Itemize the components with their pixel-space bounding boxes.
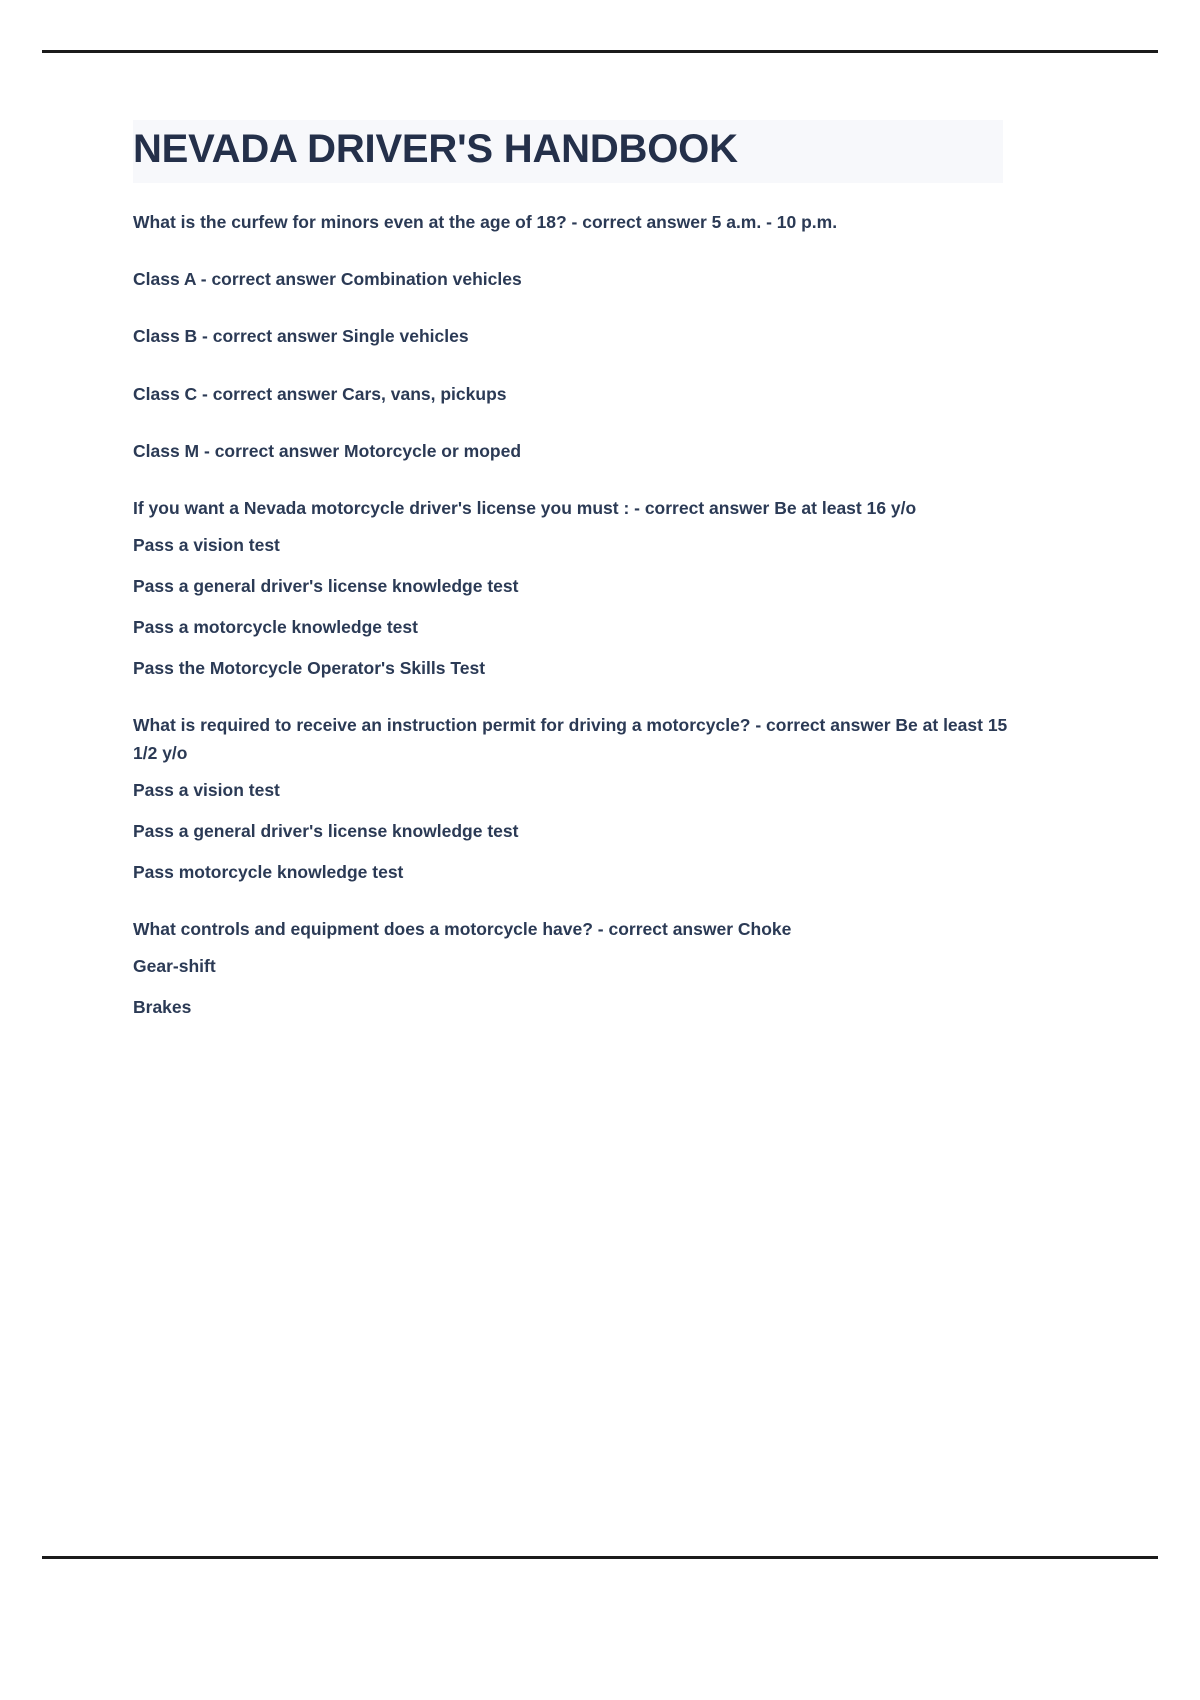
qa-question-answer: If you want a Nevada motorcycle driver's license you must : - correct answer Be at least 16 y/o [133, 497, 917, 518]
qa-answer-line: Pass a vision test [133, 779, 280, 800]
qa-question-answer: Class C - correct answer Cars, vans, pickups [133, 383, 507, 404]
qa-answer-line: Pass motorcycle knowledge test [133, 861, 404, 882]
qa-list [133, 209, 1008, 1021]
page-title: NEVADA DRIVER'S HANDBOOK [133, 127, 738, 171]
qa-entry [133, 209, 1008, 236]
qa-question-answer: Class A - correct answer Combination vehicles [133, 269, 522, 290]
qa-question-answer: What is the curfew for minors even at the age of 18? - correct answer 5 a.m. - 10 p.m. [133, 212, 838, 233]
qa-entry [133, 381, 1008, 408]
title-band [133, 120, 1003, 183]
qa-entry [133, 712, 1008, 886]
qa-question-answer: Class M - correct answer Motorcycle or moped [133, 440, 522, 461]
qa-answer-line: Pass a vision test [133, 534, 280, 555]
qa-answer-line: Pass a general driver's license knowledge test [133, 820, 519, 841]
qa-question-answer: Class B - correct answer Single vehicles [133, 326, 469, 347]
qa-entry [133, 323, 1008, 350]
footer-rule [42, 1556, 1158, 1559]
qa-answer-line: Pass the Motorcycle Operator's Skills Test [133, 658, 486, 679]
qa-question-answer: What is required to receive an instruction permit for driving a motorcycle? - correct answer Be at least 15 1/2 y/o [133, 715, 1008, 763]
document-content [133, 120, 1008, 1051]
header-rule [42, 50, 1158, 53]
qa-entry [133, 438, 1008, 465]
qa-entry [133, 916, 1008, 1021]
qa-answer-line: Gear-shift [133, 956, 216, 977]
qa-entry [133, 266, 1008, 293]
qa-answer-line: Brakes [133, 997, 192, 1018]
qa-answer-line: Pass a motorcycle knowledge test [133, 617, 418, 638]
qa-answer-line: Pass a general driver's license knowledge test [133, 576, 519, 597]
qa-entry [133, 495, 1008, 683]
qa-question-answer: What controls and equipment does a motorcycle have? - correct answer Choke [133, 919, 792, 940]
